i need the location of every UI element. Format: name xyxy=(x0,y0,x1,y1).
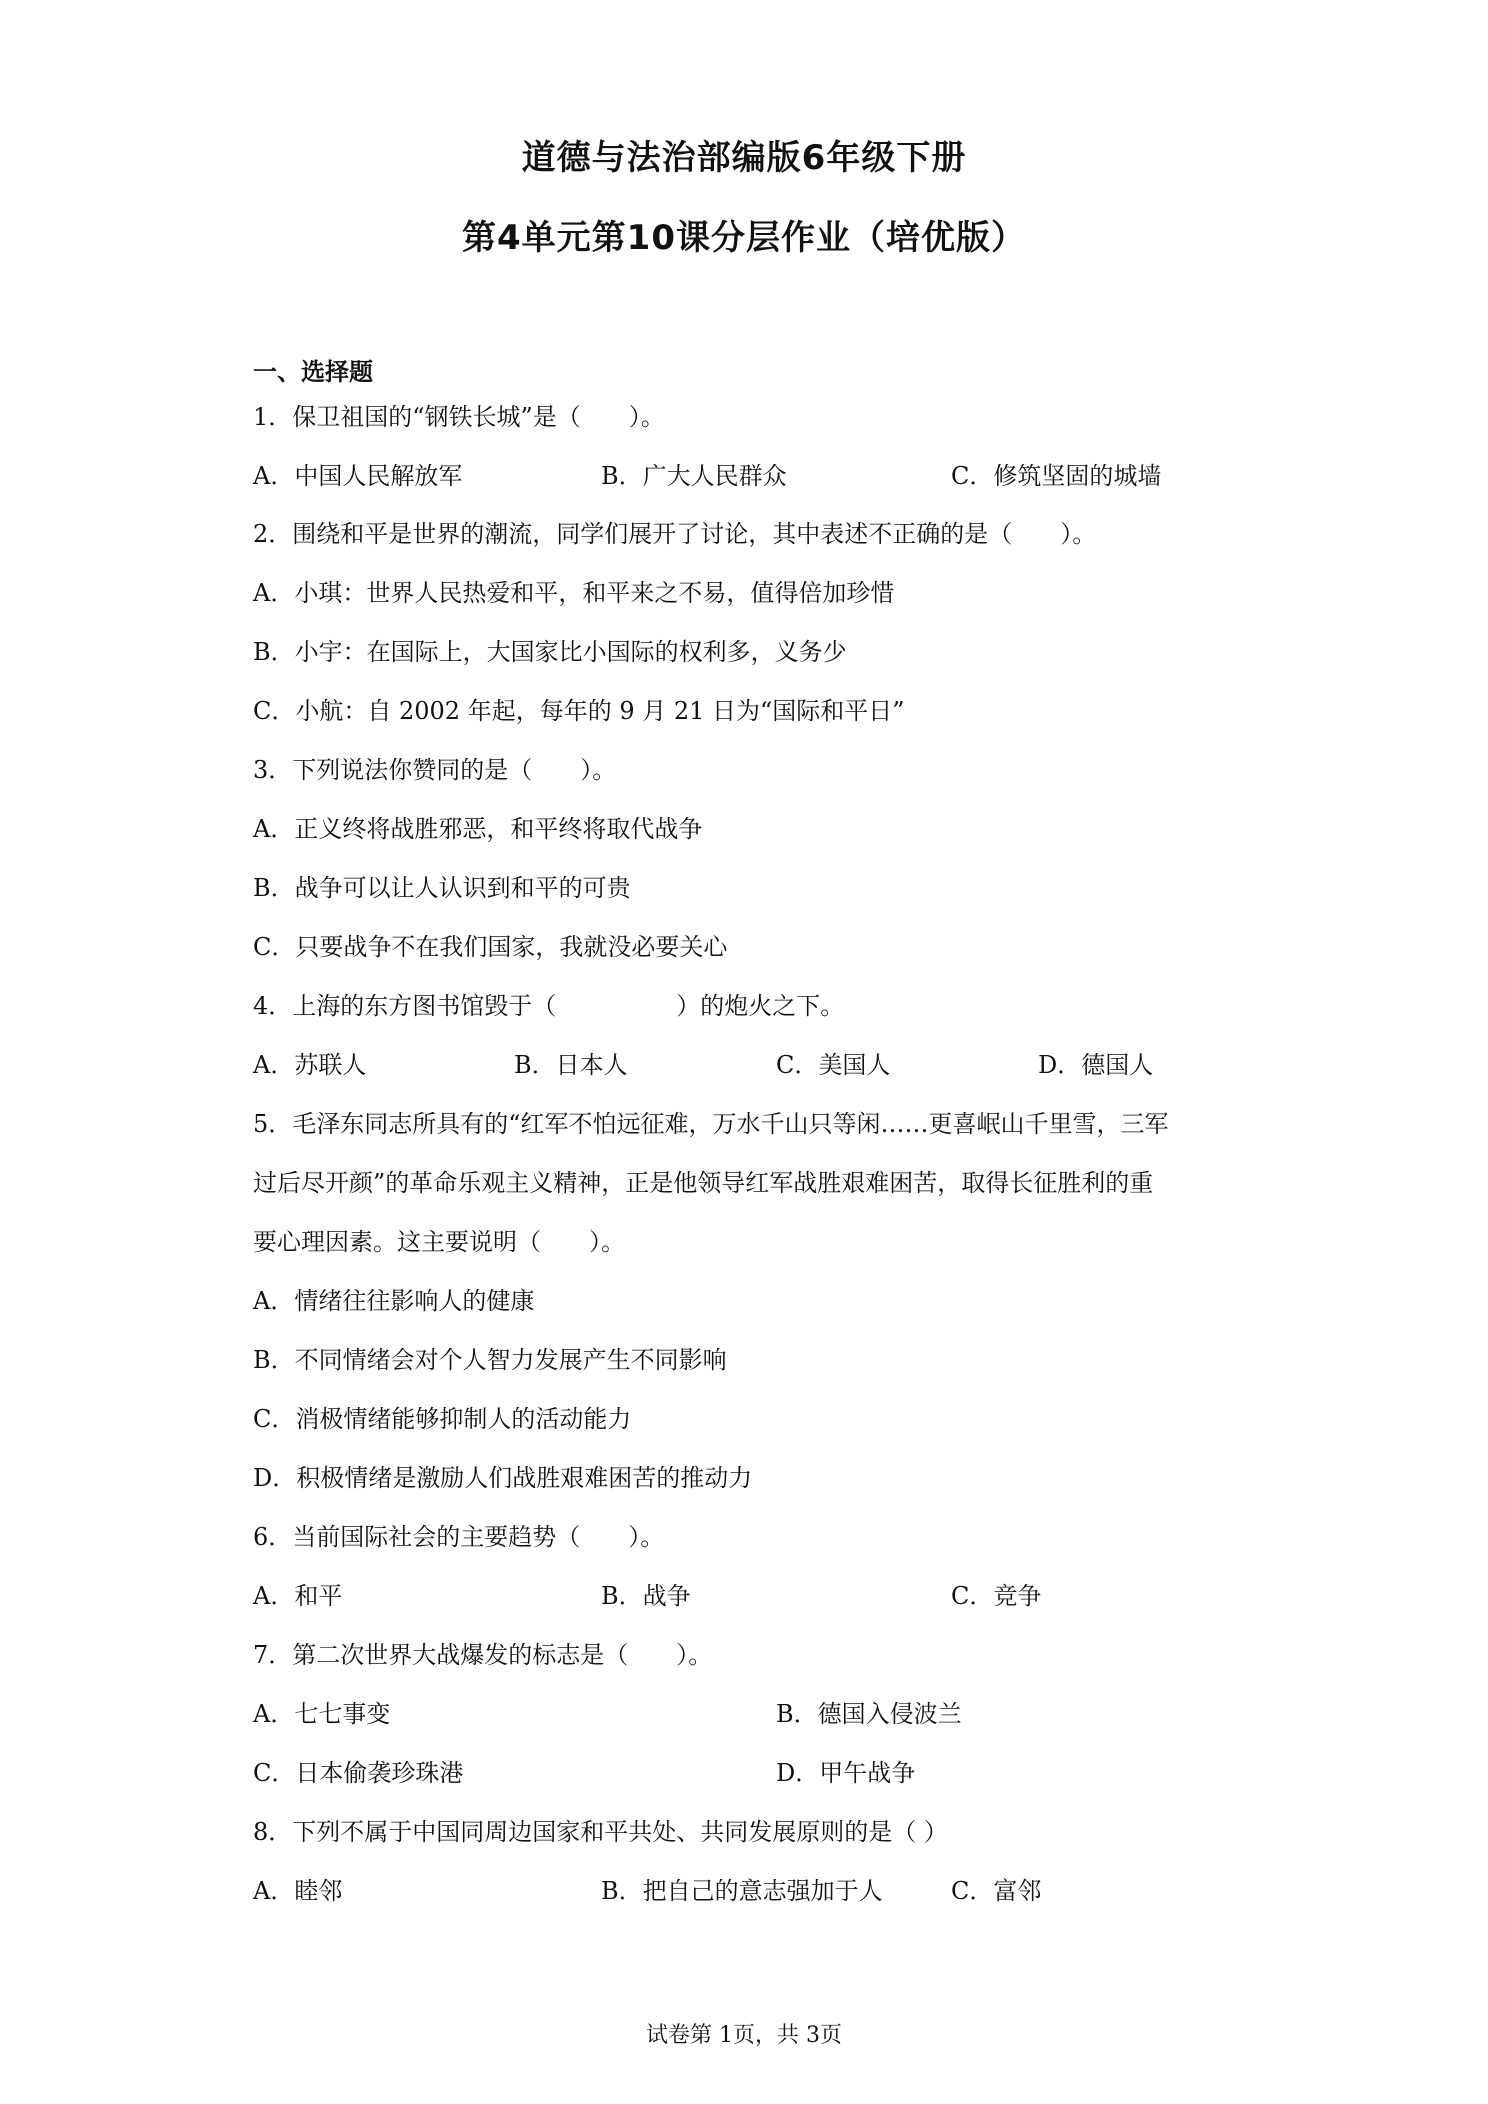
question-7-option-a: A．七七事变 xyxy=(253,1700,391,1728)
question-3-stem: 3．下列说法你赞同的是（ ）。 xyxy=(253,756,617,784)
section-heading: 一、选择题 xyxy=(253,358,373,386)
question-7-option-d: D．甲午战争 xyxy=(776,1759,916,1787)
question-8-option-a: A．睦邻 xyxy=(253,1877,343,1905)
question-3-option-b: B．战争可以让人认识到和平的可贵 xyxy=(253,874,631,902)
question-4-stem: 4．上海的东方图书馆毁于（ ）的炮火之下。 xyxy=(253,992,845,1020)
document-subtitle: 第4单元第10课分层作业（培优版） xyxy=(462,218,1026,258)
question-5-option-d: D．积极情绪是激励人们战胜艰难困苦的推动力 xyxy=(253,1464,753,1492)
question-3-option-c: C．只要战争不在我们国家，我就没必要关心 xyxy=(253,933,728,961)
question-2-option-b: B．小宇：在国际上，大国家比小国际的权利多，义务少 xyxy=(253,638,847,666)
question-6-option-c: C．竞争 xyxy=(951,1582,1042,1610)
question-5-option-b: B．不同情绪会对个人智力发展产生不同影响 xyxy=(253,1346,727,1374)
question-2-stem: 2．围绕和平是世界的潮流，同学们展开了讨论，其中表述不正确的是（ ）。 xyxy=(253,520,1097,548)
question-6-option-b: B．战争 xyxy=(601,1582,691,1610)
page-footer: 试卷第 1页，共 3页 xyxy=(646,2023,842,2048)
question-5-option-a: A．情绪往往影响人的健康 xyxy=(253,1287,535,1315)
question-6-stem: 6．当前国际社会的主要趋势（ ）。 xyxy=(253,1523,665,1551)
question-4-option-d: D．德国人 xyxy=(1038,1051,1154,1079)
question-4-option-a: A．苏联人 xyxy=(253,1051,367,1079)
question-5-stem-line-3: 要心理因素。这主要说明（ ）。 xyxy=(253,1228,625,1256)
question-4-option-b: B．日本人 xyxy=(514,1051,628,1079)
question-7-option-b: B．德国入侵波兰 xyxy=(776,1700,962,1728)
question-5-stem-line-2: 过后尽开颜”的革命乐观主义精神，正是他领导红军战胜艰难困苦，取得长征胜利的重 xyxy=(253,1169,1154,1197)
question-3-option-a: A．正义终将战胜邪恶，和平终将取代战争 xyxy=(253,815,703,843)
question-6-option-a: A．和平 xyxy=(253,1582,343,1610)
question-1-option-a: A．中国人民解放军 xyxy=(253,462,463,490)
question-4-option-c: C．美国人 xyxy=(776,1051,891,1079)
question-1-option-b: B．广大人民群众 xyxy=(601,462,787,490)
question-1-stem: 1．保卫祖国的“钢铁长城”是（ ）。 xyxy=(253,403,665,431)
question-5-stem-line-1: 5．毛泽东同志所具有的“红军不怕远征难，万水千山只等闲……更喜岷山千里雪，三军 xyxy=(253,1110,1169,1138)
question-1-option-c: C．修筑坚固的城墙 xyxy=(951,462,1162,490)
question-7-option-c: C．日本偷袭珍珠港 xyxy=(253,1759,464,1787)
question-8-stem: 8．下列不属于中国同周边国家和平共处、共同发展原则的是（ ） xyxy=(253,1818,948,1846)
question-2-option-c: C．小航：自 2002 年起，每年的 9 月 21 日为“国际和平日” xyxy=(253,697,905,725)
question-8-option-b: B．把自己的意志强加于人 xyxy=(601,1877,883,1905)
question-8-option-c: C．富邻 xyxy=(951,1877,1042,1905)
question-5-option-c: C．消极情绪能够抑制人的活动能力 xyxy=(253,1405,632,1433)
question-2-option-a: A．小琪：世界人民热爱和平，和平来之不易，值得倍加珍惜 xyxy=(253,579,895,607)
document-title: 道德与法治部编版6年级下册 xyxy=(521,138,967,178)
question-7-stem: 7．第二次世界大战爆发的标志是（ ）。 xyxy=(253,1641,713,1669)
